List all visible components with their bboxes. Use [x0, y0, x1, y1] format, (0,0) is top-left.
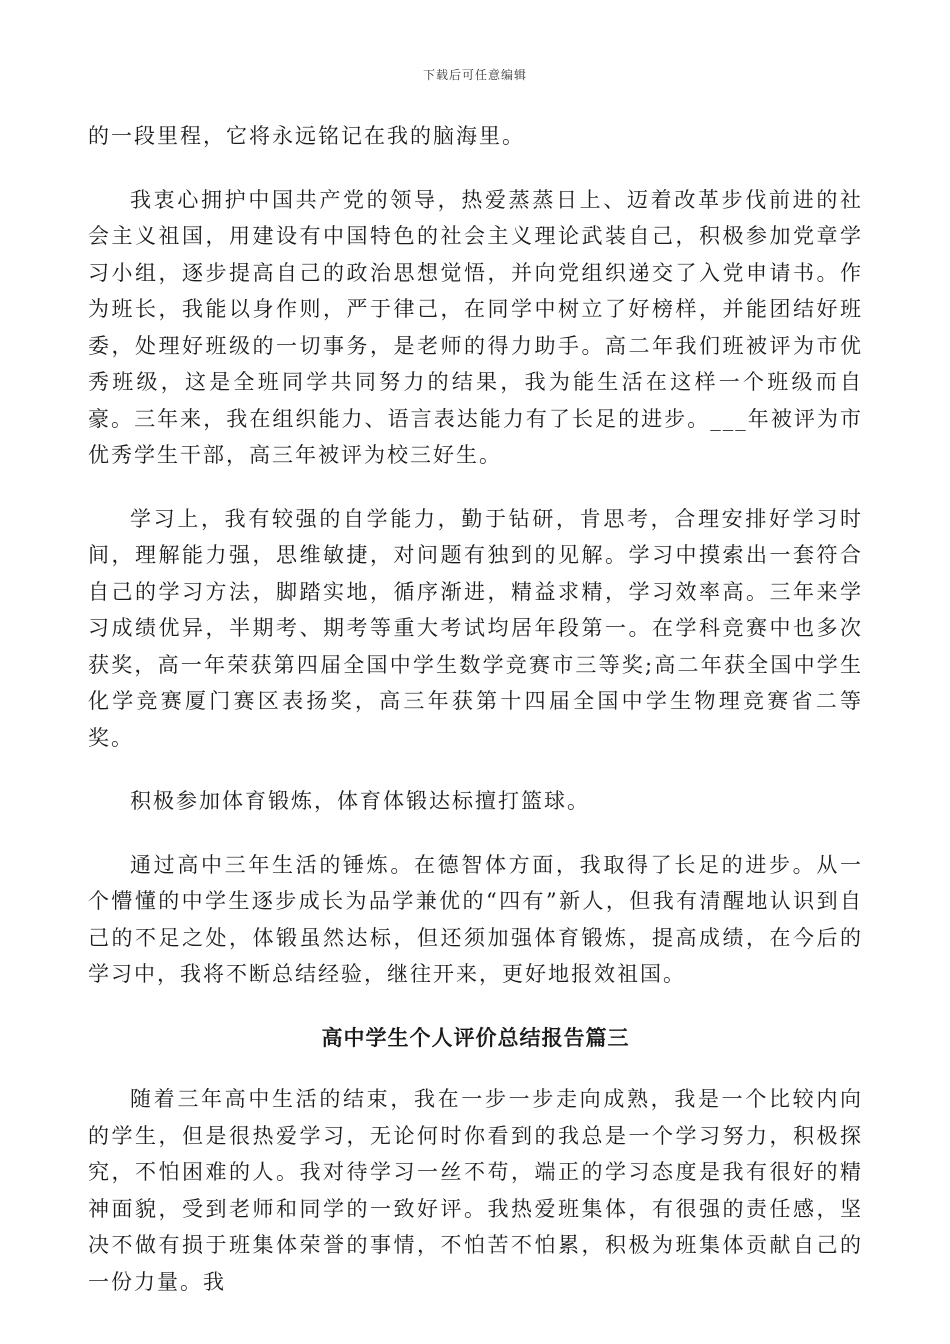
document-body — [88, 118, 863, 1300]
paragraph-gap — [88, 993, 863, 1020]
paragraph-continuation: 的一段里程，它将永远铭记在我的脑海里。 — [88, 124, 525, 148]
paragraph-political: 我衷心拥护中国共产党的领导，热爱蒸蒸日上、迈着改革步伐前进的社会主义祖国，用建设有中国特色的社会主义理论武装自己，积极参加党章学习小组，逐步提高自己的政治思想觉悟，并向党组织递交了入党申请书。作为班长，我能以身作则，严于律己，在同学中树立了好榜样，并能团结好班委，处理好班级的一切事务，是老师的得力助手。高二年我们班被评为市优秀班级，这是全班同学共同努力的结果，我为能生活在这样一个班级而自豪。三年来，我在组织能力、语言表达能力有了长足的进步。___年被评为市优秀学生干部，高三年被评为校三好生。 — [88, 187, 863, 467]
paragraph-sports: 积极参加体育锻炼，体育体锻达标擅打篮球。 — [130, 789, 590, 813]
paragraph-gap — [88, 756, 863, 783]
paragraph-summary: 通过高中三年生活的锤炼。在德智体方面，我取得了长足的进步。从一个懵懂的中学生逐步成长为品学兼优的“四有”新人，但我有清醒地认识到自己的不足之处，体锻虽然达标，但还须加强体育锻炼，提高成绩，在今后的学习中，我将不断总结经验，继往开来，更好地报效祖国。 — [88, 852, 863, 986]
section-title: 高中学生个人评价总结报告篇三 — [321, 1024, 630, 1050]
paragraph-gap — [88, 474, 863, 501]
paragraph-gap — [88, 155, 863, 182]
paragraph-gap — [88, 1056, 863, 1081]
paragraph-study: 学习上，我有较强的自学能力，勤于钻研，肯思考，合理安排好学习时间，理解能力强，思维敏捷，对问题有独到的见解。学习中摸索出一套符合自己的学习方法，脚踏实地，循序渐进，精益求精，学习效率高。三年来学习成绩优异，半期考、期考等重大考试均居年段第一。在学科竞赛中也多次获奖，高一年荣获第四届全国中学生数学竞赛市三等奖;高二年获全国中学生化学竞赛厦门赛区表扬奖，高三年获第十四届全国中学生物理竞赛省二等奖。 — [88, 506, 863, 750]
paragraph-section-three: 随着三年高中生活的结束，我在一步一步走向成熟，我是一个比较内向的学生，但是很热爱学习，无论何时你看到的我总是一个学习努力，积极探究，不怕困难的人。我对待学习一丝不苟，端正的学习态度是我有很好的精神面貌，受到老师和同学的一致好评。我热爱班集体，有很强的责任感，坚决不做有损于班集体荣誉的事情，不怕苦不怕累，积极为班集体贡献自己的一份力量。我 — [88, 1087, 863, 1294]
paragraph-gap — [88, 820, 863, 847]
page-header-note: 下载后可任意编辑 — [422, 68, 527, 82]
